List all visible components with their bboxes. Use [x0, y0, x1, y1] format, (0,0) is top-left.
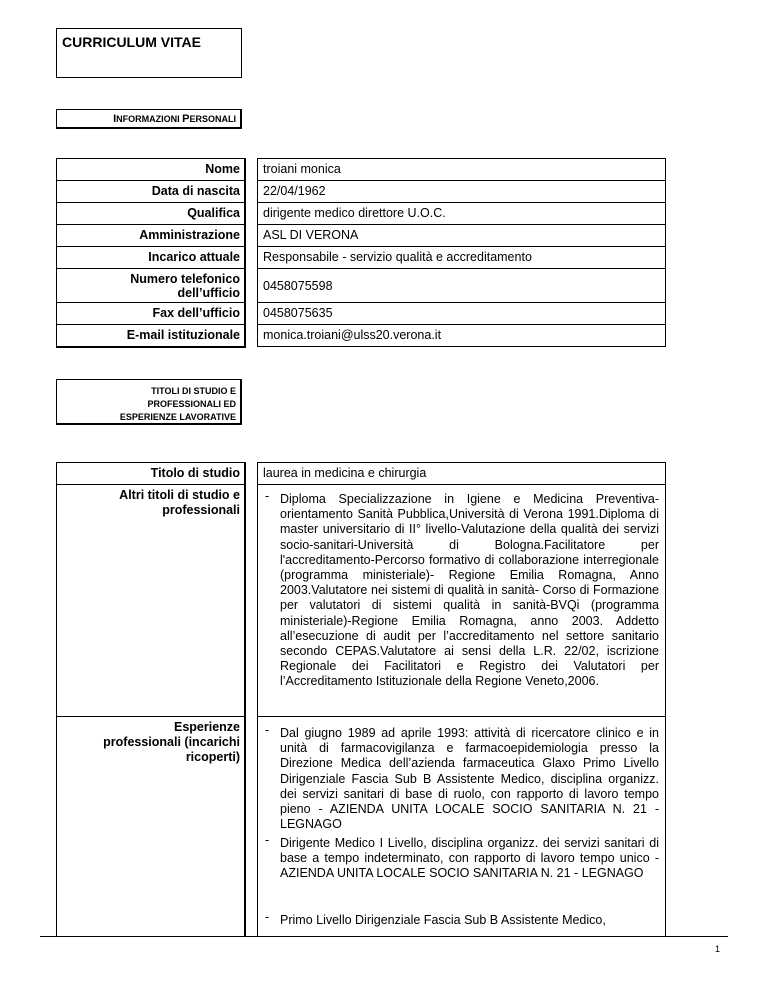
label-telefono: Numero telefonico dell’ufficio: [56, 268, 246, 302]
value-fax: 0458075635: [257, 302, 666, 324]
label-amministrazione: Amministrazione: [56, 224, 246, 246]
label-esperienze: Esperienze professionali (incarichi ricoperti): [56, 716, 246, 936]
value-amministrazione: ASL DI VERONA: [257, 224, 666, 246]
value-incarico: Responsabile - servizio qualità e accreditamento: [257, 246, 666, 268]
value-data-nascita: 22/04/1962: [257, 180, 666, 202]
value-nome: troiani monica: [257, 158, 666, 180]
label-qualifica: Qualifica: [56, 202, 246, 224]
list-item: - Primo Livello Dirigenziale Fascia Sub B Assistente Medico,: [265, 910, 606, 927]
cv-title: CURRICULUM VITAE: [62, 34, 201, 50]
value-qualifica: dirigente medico direttore U.O.C.: [257, 202, 666, 224]
table-bottom-right: [257, 346, 666, 347]
label-fax: Fax dell’ufficio: [56, 302, 246, 324]
cv-title-box: [56, 28, 242, 78]
personal-section-heading: INFORMAZIONI PERSONALI: [56, 109, 242, 129]
label-data-nascita: Data di nascita: [56, 180, 246, 202]
footer-divider: [40, 936, 728, 937]
value-email: monica.troiani@ulss20.verona.it: [257, 324, 666, 346]
label-altri-titoli: Altri titoli di studio e professionali: [56, 484, 246, 716]
value-titolo-studio: laurea in medicina e chirurgia: [257, 462, 666, 484]
list-item: - Dirigente Medico I Livello, disciplina organizz. dei servizi sanitari di base a tempo indeterminato, con rapporto di lavoro tempo unico - AZIENDA UNITA LOCALE SOCIO SANITARIA N. 21 - LEGNAGO: [265, 833, 659, 881]
list-item: - Dal giugno 1989 ad aprile 1993: attività di ricercatore clinico e in unità di farmacovigilanza e farmacoepidemiologia presso la Direzione Medica dell’azienda farmaceutica Glaxo Primo Livello Dirigenziale Fascia Sub B Assistente Medico, disciplina organizz. dei servizi sanitari di base di ruolo, con rapporto di lavoro tempo pieno - AZIENDA UNITA LOCALE SOCIO SANITARIA N. 21 - LEGNAGO: [265, 723, 659, 832]
value-telefono: 0458075598: [257, 268, 666, 302]
list-item: - Diploma Specializzazione in Igiene e Medicina Preventiva-orientamento Sanità Pubblica,Università di Verona 1991.Diploma di master universitario di II° livello-Valutazione della qualità dei servizi socio-sanitari-Università di Bologna.Facilitatore per l'accreditamento-Percorso formativo di collaborazione interregionale (programma ministeriale)- Regione Emilia Romagna, Anno 2003.Valutatore nei sistemi di qualità in sanità- Corso di Formazione per valutatori di sistemi qualità in sanità-BVQi (programma ministeriale)-Regione Emilia Romagna, anno 2003. Addetto all’esecuzione di audit per l’accreditamento nel settore sanitario secondo CEPAS.Valutatore ai sensi della L.R. 22/02, iscrizione Regionale dei Facilitatori e Registro dei Valutatori per l’Accreditamento Istituzionale della Regione Veneto,2006.: [265, 489, 659, 689]
esperienze-cell: [257, 716, 666, 936]
titles-section-heading: TITOLI DI STUDIO E PROFESSIONALI ED ESPERIENZE LAVORATIVE: [56, 379, 242, 425]
page-number: 1: [714, 944, 720, 954]
label-email: E-mail istituzionale: [56, 324, 246, 346]
altri-titoli-cell: [257, 484, 666, 716]
label-titolo-studio: Titolo di studio: [56, 462, 246, 484]
label-incarico: Incarico attuale: [56, 246, 246, 268]
table-bottom-left: [56, 346, 246, 348]
label-nome: Nome: [56, 158, 246, 180]
